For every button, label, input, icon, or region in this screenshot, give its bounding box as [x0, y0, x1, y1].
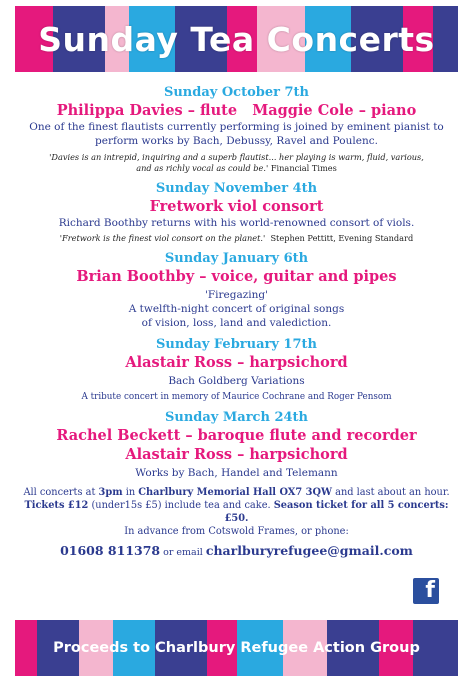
concert-description: One of the finest flautists currently performing is joined by eminent pianist to perform works by Bach, Debussy, Ravel and Poulenc.	[29, 121, 444, 147]
venue-info	[15, 486, 458, 538]
concert-performers: Philippa Davies – flute Maggie Cole – piano	[56, 102, 417, 119]
quote-source: Financial Times	[270, 163, 337, 173]
page-title: Sunday Tea Concerts	[38, 19, 435, 59]
concert-description: Richard Boothby returns with his world-renowned consort of viols.	[58, 217, 415, 229]
concert-date: Sunday March 24th	[165, 410, 308, 425]
concert-subtitle: Bach Goldberg Variations	[168, 375, 305, 387]
concert-performers: Rachel Beckett – baroque flute and recorder	[56, 427, 417, 444]
concert-description: of vision, loss, land and valediction.	[141, 317, 332, 329]
concert-date: Sunday January 6th	[164, 251, 309, 266]
concert-description: Works by Bach, Handel and Telemann	[135, 467, 338, 479]
concert-quote	[15, 233, 458, 244]
concert-quote	[15, 152, 458, 174]
concert-performers: Brian Boothby – voice, guitar and pipes	[76, 268, 397, 285]
footer-text: Proceeds to Charlbury Refugee Action Group	[53, 640, 420, 656]
quote-text: 'Fretwork is the finest viol consort on the planet.'	[59, 233, 266, 243]
quote-source: Stephen Pettitt, Evening Standard	[270, 233, 414, 243]
quote-text: 'Davies is an intrepid, inquiring and a superb flautist... her playing is warm, fluid, various, and as richly vocal as could be.'	[49, 152, 424, 173]
concert-list	[15, 84, 458, 562]
poster	[15, 0, 458, 682]
info-line: Tickets £12 (under15s £5) include tea and cake. Season ticket for all 5 concerts: £50.	[24, 500, 449, 524]
concert-date: Sunday November 4th	[155, 181, 318, 196]
concert-date: Sunday February 17th	[156, 337, 317, 352]
info-line: In advance from Cotswold Frames, or phone:	[124, 526, 349, 537]
concert-date: Sunday October 7th	[163, 85, 310, 100]
facebook-icon[interactable]: f	[413, 578, 439, 604]
concert-description: A twelfth-night concert of original songs	[128, 303, 345, 315]
concert-note: A tribute concert in memory of Maurice Cochrane and Roger Pensom	[81, 392, 392, 402]
info-line: All concerts at 3pm in Charlbury Memorial Hall OX7 3QW and last about an hour.	[23, 487, 450, 498]
email-link[interactable]: charlburyrefugee@gmail.com	[205, 543, 413, 558]
concert-subtitle: 'Firegazing'	[204, 289, 268, 301]
concert-performers: Alastair Ross – harpsichord	[125, 354, 348, 371]
concert-performers: Alastair Ross – harpsichord	[125, 446, 348, 463]
phone-number[interactable]: 01608 811378	[60, 543, 161, 558]
concert-performers: Fretwork viol consort	[149, 198, 324, 215]
contact-line: 01608 811378 or email charlburyrefugee@gmail.com	[60, 543, 413, 558]
